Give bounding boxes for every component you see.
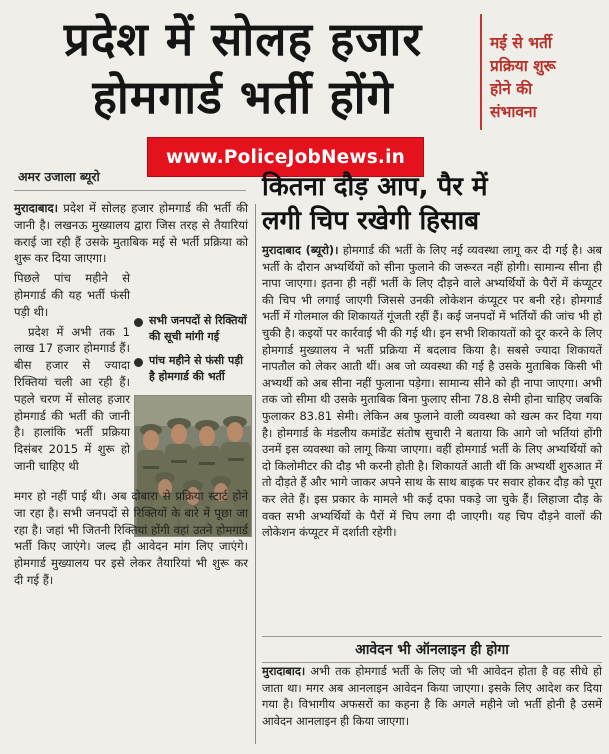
main-headline	[8, 10, 478, 126]
side-deck	[490, 32, 602, 124]
left-para-3: प्रदेश में अभी तक 1 लाख 17 हजार होमगार्ड हैं। बीस हजार से ज्यादा रिक्तियां चली आ रही हैं। पहले चरण में सोलह हजार होमगार्ड की भर्ती की जानी है। हालांकि भर्ती प्रक्रिया दिसंबर 2015 में शुरू हो जानी चाहिए थी	[14, 324, 130, 473]
byline-rule	[14, 190, 246, 191]
highlight-text: सभी जनपदों से रिक्तियों की सूची मांगी गई	[149, 314, 247, 343]
dateline: मुरादाबाद (ब्यूरो)।	[262, 243, 339, 257]
side-deck-line: संभावना	[490, 103, 537, 121]
headline-divider	[480, 14, 482, 130]
dateline: मुरादाबाद।	[262, 664, 306, 678]
left-para-1	[14, 200, 248, 267]
subhead-line-2: लगी चिप रखेगी हिसाब	[262, 206, 480, 236]
column-divider	[255, 204, 256, 744]
subsection-text: अभी तक होमगार्ड भर्ती के लिए जो भी आवेदन होता है वह सीधे हो जाता था। मगर अब आनलाइन आवेदन किया जाएगा। इसके लिए आदेश कर दिया गया है। विभागीय अफसरों का कहना है कि अगले महीने जो भर्ती होनी है उसमें आवेदन आनलाइन ही किया जाएगा।	[262, 664, 602, 728]
left-para-1-text: प्रदेश में सोलह हजार होमगार्ड की भर्ती की जानी है। लखनऊ मुख्यालय द्वारा जिस तरह से तैयारियां कराई जा रही हैं उसके मुताबिक मई से भर्ती प्रक्रिया को शुरू कर दिया जाएगा।	[14, 201, 248, 266]
secondary-headline	[262, 170, 602, 238]
highlight-text: पांच महीने से फंसी पड़ी है होमगार्ड की भर्ती	[149, 354, 243, 383]
right-article-text: होमगार्ड की भर्ती के लिए नई व्यवस्था लागू कर दी गई है। अब भर्ती के दौरान अभ्यर्थियों को सीना फुलाने की जरूरत नहीं होगी। सामान्य सीना ही नापा जाएगा। इतना ही नहीं भर्ती के लिए दौड़ने वाले अभ्यर्थियों के पैरों में कंप्यूटर की चिप भी लगाई जाएगी जिससे उनकी लोकेशन कंप्यूटर पर बनी रहे। होमगार्ड भर्ती में गोलमाल की शिकायतें गूंजती रहीं हैं। कई जनपदों में भर्तियों की जांच भी हो चुकी है। कइयों पर कार्रवाई भी की गई थी। इन सभी शिकायतों को दूर करने के लिए होमगार्ड मुख्यालय ने भर्ती प्रक्रिया में बदलाव किया है। सबसे ज्यादा शिकायतें नापतौल को लेकर आती थीं। अब जो व्यवस्था की गई है उसके मुताबिक किसी भी अभ्यर्थी को अब सीना नहीं फुलाना पड़ेगा। सामान्य सीने को ही नापा जाएगा। अभी तक जो सीमा थी उसके मुताबिक बिना फुलाए सीना 78.8 सेमी होना चाहिए जबकि फुलाकर 83.81 सेमी। लेकिन अब फुलाने वाली व्यवस्था को खत्म कर दिया गया है। होमगार्ड के मंडलीय कमांडेंट संतोष सुचारी ने बताया कि आगे जो भर्तियां होंगी उनमें इस व्यवस्था को लागू किया जाएगा। वहीं होमगार्ड भर्ती के लिए अभ्यर्थियों को दो किलोमीटर की दौड़ भी करनी होती है। शिकायतें आती थीं कि अभ्यर्थी शुरुआत में तो दौड़ते हैं और भागे जाकर अपने साथ के साथ बाइक पर सवार होकर दौड़ को पूरा कर लेते हैं। इस प्रकार के मामले भी कई दफा पकड़े जा चुके हैं। लिहाजा दौड़ के वक्त सभी अभ्यर्थियों के पैरों में चिप लगा दी जाएगी। यह चिप दौड़ने वालों की लोकेशन कंप्यूटर में दर्शाती रहेगी।	[262, 243, 602, 540]
bullet-dot-icon	[134, 318, 143, 327]
side-deck-line: मई से भर्ती	[490, 34, 552, 52]
highlight-item	[134, 313, 250, 345]
byline: अमर उजाला ब्यूरो	[18, 169, 100, 184]
right-article-column	[262, 242, 602, 541]
subsection-title	[262, 636, 602, 663]
highlights-box	[134, 313, 250, 393]
subsection-title-text: आवेदन भी ऑनलाइन ही होगा	[355, 642, 509, 658]
left-bottom-paragraph: मगर हो नहीं पाई थी। अब दोबारा से प्रक्रिया स्टार्ट होने जा रहा है। सभी जनपदों से रिक्तियों के बारे में पूछा जा रहा है। जहां भी जितनी रिक्तियां होंगी वहां उतने होमगार्ड भर्ती किए जाएंगे। जल्द ही आवेदन मांग लिए जाएंगे। होमगार्ड मुख्यालय पर इसे लेकर तैयारियां भी शुरू कर दी गई हैं।	[14, 489, 248, 587]
subhead-line-1: कितना दौड़ आप, पैर में	[262, 172, 488, 202]
dateline: मुरादाबाद।	[14, 201, 59, 215]
side-deck-line: होने की	[490, 80, 533, 98]
bullet-dot-icon	[134, 358, 143, 367]
subsection-article	[262, 663, 602, 729]
watermark-text[interactable]: www.PoliceJobNews.in	[165, 146, 406, 168]
headline-line-2: होमगार्ड भर्ती होंगे	[92, 70, 394, 124]
highlight-item	[134, 353, 250, 385]
headline-line-1: प्रदेश में सोलह हजार	[63, 12, 423, 66]
left-para-2: पिछले पांच महीने से होमगार्ड की यह भर्ती फंसी पड़ी थी।	[14, 271, 130, 319]
side-deck-line: प्रक्रिया शुरू	[490, 57, 556, 75]
